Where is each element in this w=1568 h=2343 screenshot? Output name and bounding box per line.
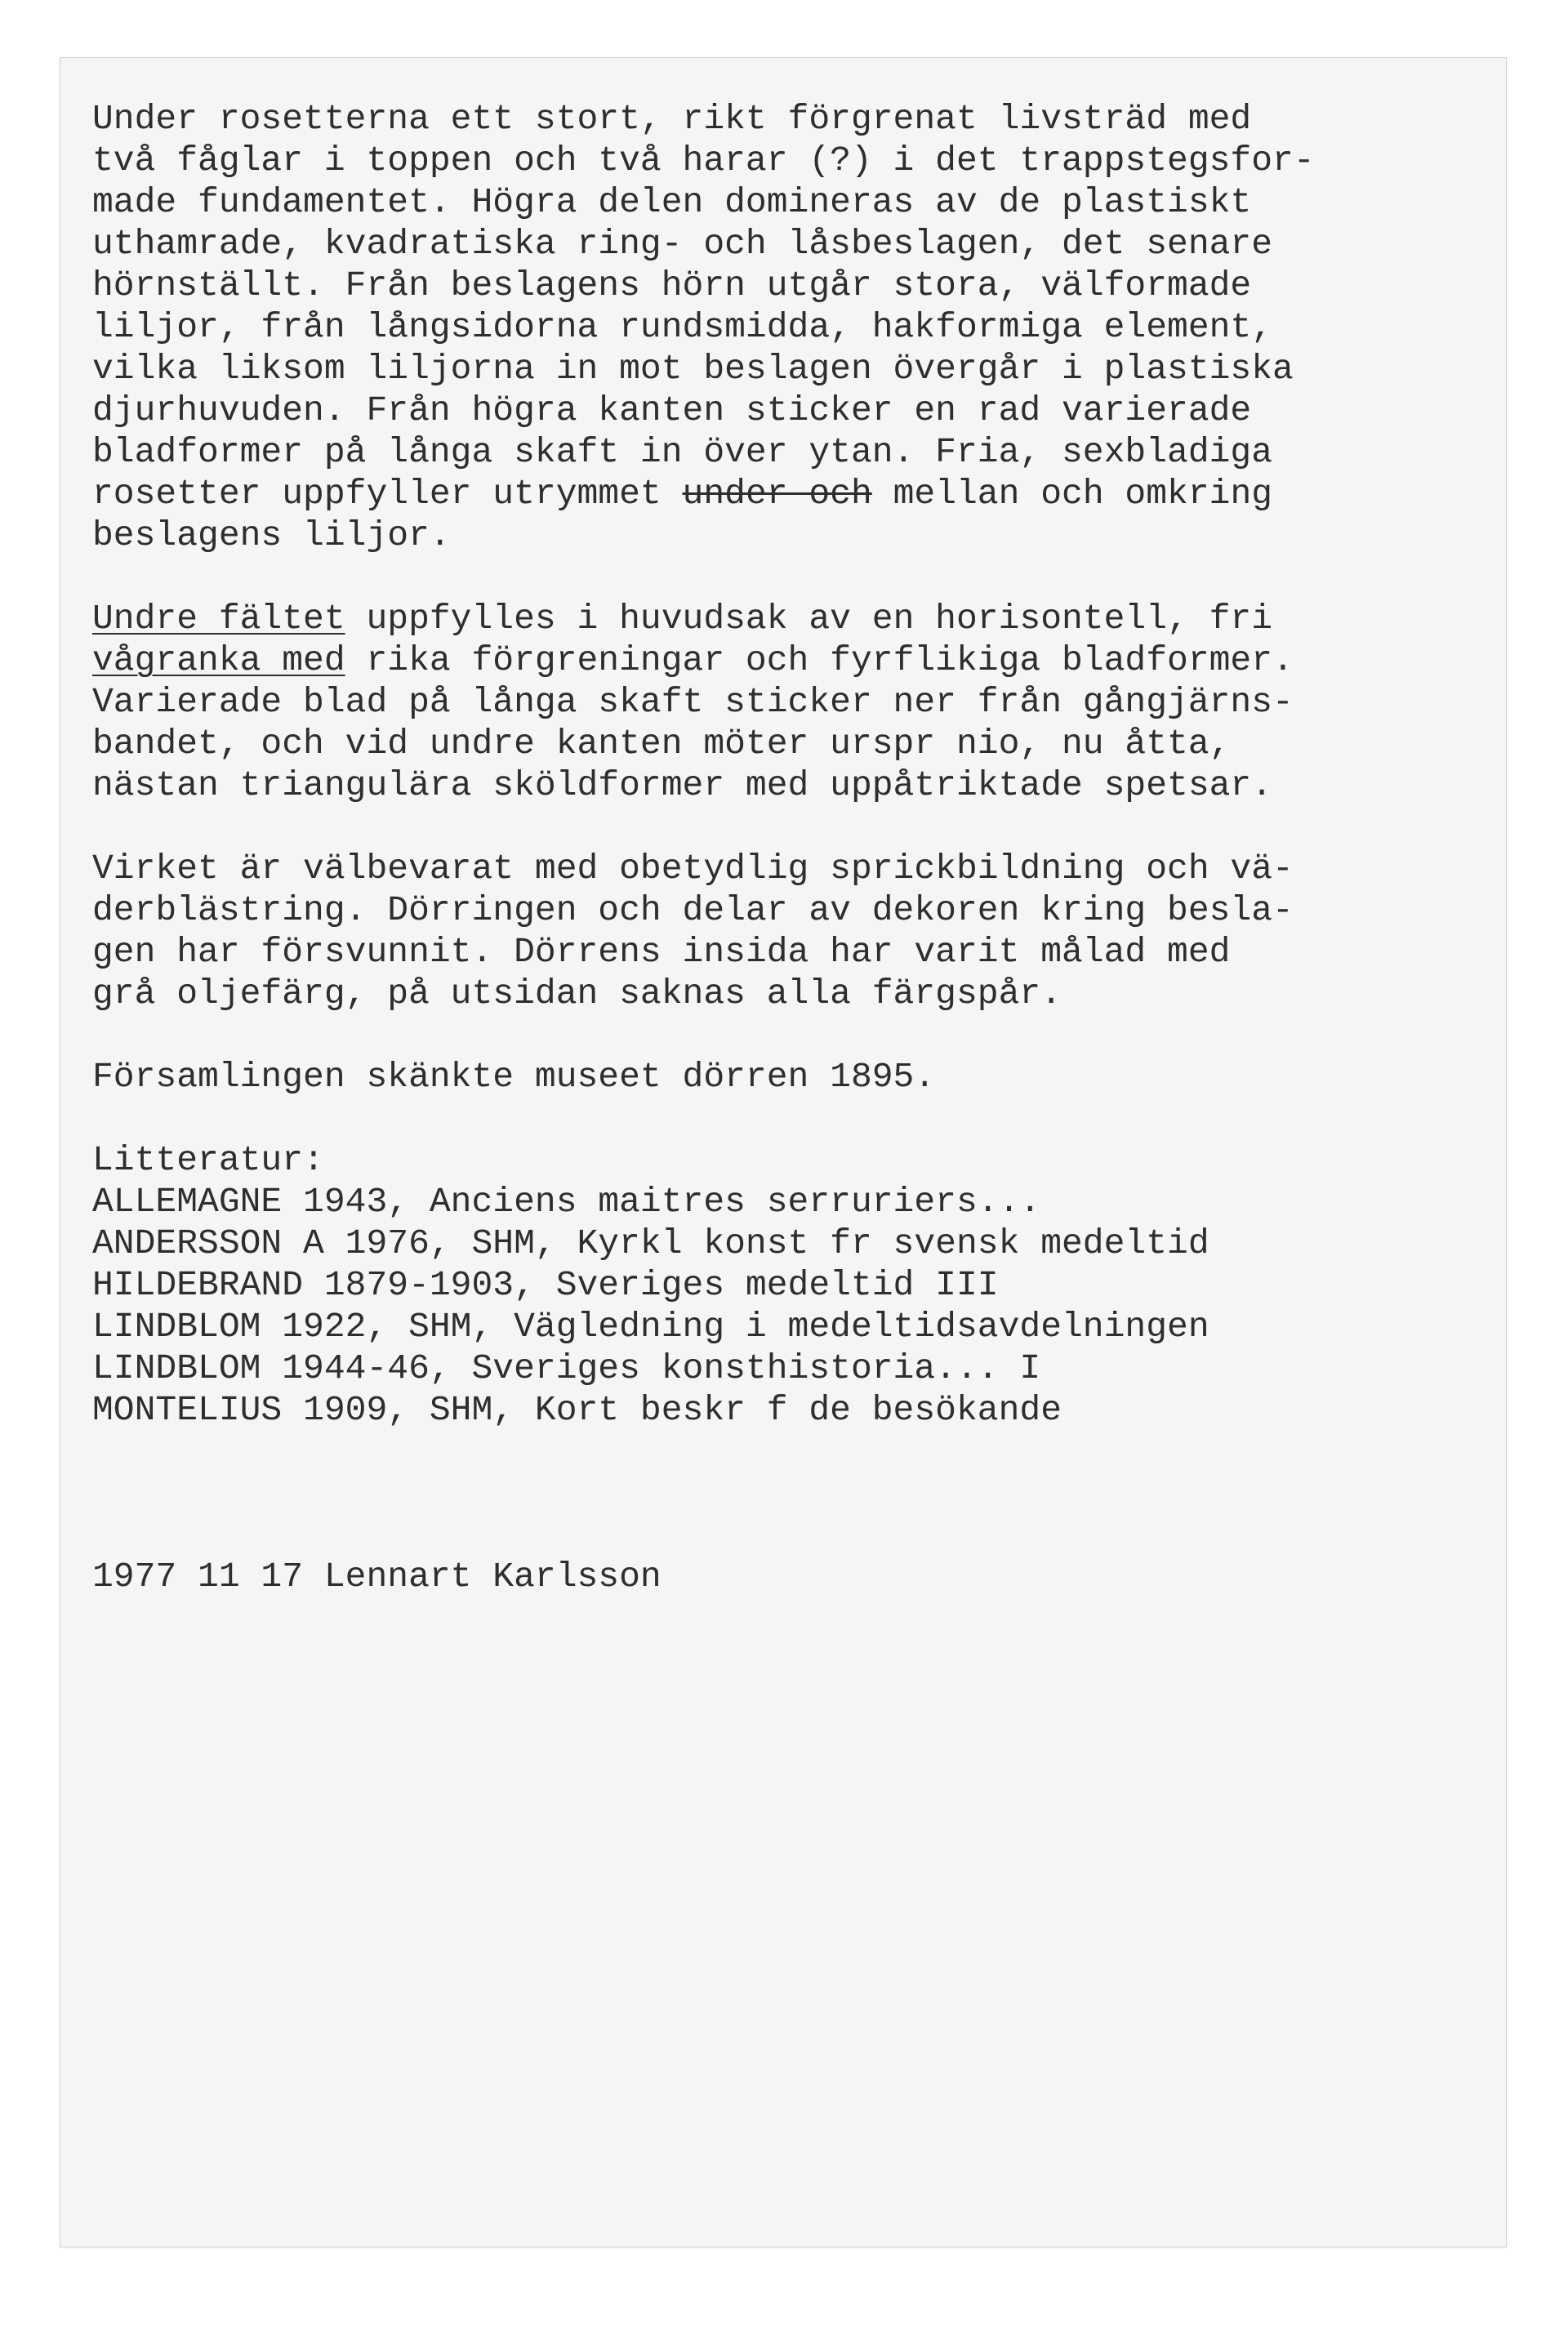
paragraph-provenance (92, 1056, 1481, 1098)
literature-heading: Litteratur: (92, 1140, 324, 1180)
text-line: vilka liksom liljorna in mot beslagen övergår i plastiska (92, 349, 1294, 389)
text-line: två fåglar i toppen och två harar (?) i det trappstegsfor- (92, 140, 1315, 180)
text-line: nästan triangulära sköldformer med uppåtriktade spetsar. (92, 765, 1273, 805)
typewritten-text (92, 98, 1481, 1597)
text-line: bladformer på långa skaft in över ytan. Fria, sexbladiga (92, 432, 1273, 472)
text-line: derblästring. Dörringen och delar av dekoren kring besla- (92, 890, 1294, 930)
text-line-with-heading (92, 598, 1481, 639)
struck-out-text: under och (682, 474, 872, 514)
text-line: djurhuvuden. Från högra kanten sticker en rad varierade (92, 390, 1252, 430)
text-line: Varierade blad på långa skaft sticker ner från gångjärns- (92, 682, 1294, 722)
text-line-with-heading (92, 639, 1481, 681)
text-line: gen har försvunnit. Dörrens insida har varit målad med (92, 932, 1231, 972)
text-line: beslagens liljor. (92, 515, 451, 555)
paragraph-gap (92, 1431, 1481, 1472)
paragraph-gap (92, 1472, 1481, 1514)
text-line: grå oljefärg, på utsidan saknas alla färgspår. (92, 973, 1062, 1013)
text-line: bandet, och vid undre kanten möter urspr nio, nu åtta, (92, 724, 1231, 764)
underlined-heading: vågranka med (92, 640, 345, 680)
text-segment: rosetter uppfyller utrymmet (92, 474, 683, 514)
text-line: hörnställt. Från beslagens hörn utgår stora, välformade (92, 265, 1252, 305)
paragraph-lower-field (92, 598, 1481, 806)
literature-entry: ANDERSSON A 1976, SHM, Kyrkl konst fr svensk medeltid (92, 1223, 1209, 1263)
literature-section (92, 1139, 1481, 1431)
paragraph-gap (92, 1514, 1481, 1556)
literature-entry: HILDEBRAND 1879-1903, Sveriges medeltid III (92, 1265, 999, 1305)
text-line: liljor, från långsidorna rundsmidda, hakformiga element, (92, 307, 1273, 347)
signature-line (92, 1556, 1481, 1597)
text-segment: mellan och omkring (871, 474, 1273, 514)
text-line: Virket är välbevarat med obetydlig sprickbildning och vä- (92, 849, 1294, 889)
text-line: made fundamentet. Högra delen domineras av de plastiskt (92, 182, 1252, 222)
text-line: Under rosetterna ett stort, rikt förgrenat livsträd med (92, 99, 1252, 139)
text-segment: rika förgreningar och fyrflikiga bladformer. (345, 640, 1294, 680)
paragraph-gap (92, 556, 1481, 598)
literature-entry: MONTELIUS 1909, SHM, Kort beskr f de besökande (92, 1390, 1062, 1430)
paragraph-gap (92, 1014, 1481, 1056)
text-line: Församlingen skänkte museet dörren 1895. (92, 1057, 936, 1097)
paragraph-gap (92, 806, 1481, 848)
date-and-author: 1977 11 17 Lennart Karlsson (92, 1557, 662, 1597)
paragraph-condition (92, 848, 1481, 1014)
literature-entry: LINDBLOM 1922, SHM, Vägledning i medeltidsavdelningen (92, 1307, 1209, 1347)
paragraph-description-upper (92, 98, 1481, 556)
text-segment: uppfylles i huvudsak av en horisontell, fri (345, 599, 1273, 639)
literature-entry: ALLEMAGNE 1943, Anciens maitres serruriers... (92, 1182, 1041, 1222)
literature-entry: LINDBLOM 1944-46, Sveriges konsthistoria... I (92, 1348, 1041, 1388)
paragraph-gap (92, 1098, 1481, 1139)
underlined-heading: Undre fältet (92, 599, 345, 639)
text-line: uthamrade, kvadratiska ring- och låsbeslagen, det senare (92, 224, 1273, 264)
text-line-with-strikethrough (92, 473, 1481, 514)
